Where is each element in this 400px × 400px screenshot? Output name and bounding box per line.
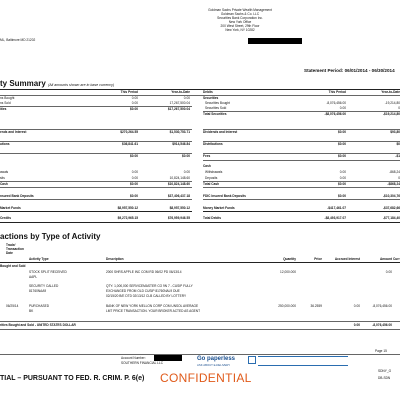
row-type: PURCHASED bbox=[29, 304, 50, 308]
gopaperless-logo bbox=[197, 356, 235, 363]
right-row-ytd: -868,24 bbox=[389, 170, 400, 174]
divider bbox=[203, 211, 400, 212]
right-row-label: Money Market Funds bbox=[203, 206, 235, 210]
left-row-ytd: 0.00 bbox=[183, 170, 190, 174]
left-row-ytd: $10,824,148.60 bbox=[167, 182, 190, 186]
left-row-tp: $0.00 bbox=[130, 194, 138, 198]
left-row-label: awals bbox=[0, 170, 9, 174]
left-row-label: Cash bbox=[0, 182, 8, 186]
award-badge bbox=[248, 356, 256, 364]
gopaperless-text: Go paperless bbox=[197, 356, 236, 362]
left-row-tp: $270,264.55 bbox=[120, 130, 138, 134]
summary-title-text: ty Summary bbox=[0, 79, 46, 88]
left-row-tp: $8,957,550.12 bbox=[117, 206, 138, 210]
left-col-ytd: Year-to-Date bbox=[171, 90, 190, 94]
right-row-tp: $0.00 bbox=[338, 154, 346, 158]
left-row-label: ns Sold bbox=[0, 101, 11, 105]
summary-title bbox=[0, 79, 114, 88]
row-desc-2: LMT PRICE TRANSACTION. YOUR BROKER ACTED AS AGENT bbox=[106, 309, 201, 313]
left-row-label: sits bbox=[0, 176, 5, 180]
firm-address-block bbox=[205, 8, 275, 32]
right-row-ytd: 0 bbox=[398, 106, 400, 110]
right-row-ytd: -19,214,80 bbox=[384, 101, 400, 105]
row-type: STOCK SPLIT RECEIVED bbox=[29, 270, 67, 274]
right-row-label: Securities Sold bbox=[205, 106, 227, 110]
row-type-sub: AAPL bbox=[29, 275, 38, 279]
right-row-label: Fees bbox=[203, 154, 211, 158]
row-amount: -8,076,456.00 bbox=[372, 304, 392, 308]
right-row-ytd: -$37,682,66 bbox=[382, 206, 400, 210]
col-accrued: Accrued Interest bbox=[334, 257, 360, 261]
col-date: Date bbox=[6, 251, 13, 255]
right-row-label: Deposits bbox=[205, 176, 218, 180]
right-row-tp: 0.00 bbox=[339, 170, 346, 174]
left-row-label: ends and Interest bbox=[0, 130, 27, 134]
left-row-label: ities bbox=[0, 107, 7, 111]
account-label: Account Number: bbox=[121, 356, 146, 360]
left-row-tp: 0.00 bbox=[131, 101, 138, 105]
row-desc: QTY: 1,000,000 SERVICEMASTER CO 9N 7 - CUSIP FULLY bbox=[106, 284, 193, 288]
right-row-tp: -$8,493,917.07 bbox=[324, 216, 346, 220]
gopaperless-sub: ASK ABOUT E-DELIVERY bbox=[197, 363, 231, 367]
activity-title: actions by Type of Activity bbox=[0, 232, 101, 241]
activity-total-label: rities Bought and Sold - UNITED STATES DOLLAR bbox=[0, 323, 76, 327]
right-row-tp: $0.00 bbox=[338, 142, 346, 146]
left-row-tp: $0.00 bbox=[130, 182, 138, 186]
right-row-tp: $0.00 bbox=[338, 194, 346, 198]
right-row-label: Withdrawals bbox=[205, 170, 223, 174]
left-row-tp: 0.00 bbox=[131, 170, 138, 174]
col-price: Price bbox=[314, 257, 322, 261]
left-row-tp: 0.00 bbox=[131, 176, 138, 180]
right-col-ytd: Year-to-Date bbox=[381, 90, 400, 94]
right-row-ytd: -$77,184,40 bbox=[382, 216, 400, 220]
left-row-tp: $9,272,965.15 bbox=[117, 216, 138, 220]
summary-title-note: (All amounts shown are in base currency) bbox=[48, 83, 115, 87]
right-row-tp: -$8,076,456.00 bbox=[324, 112, 346, 116]
right-row-label: Securities bbox=[203, 96, 219, 100]
group-label: Bought and Sold bbox=[0, 264, 26, 268]
left-row-ytd: $8,957,550.12 bbox=[169, 206, 190, 210]
left-row-ytd: $17,267,500.04 bbox=[167, 107, 190, 111]
row-type-sub: 81760NAA9 bbox=[29, 289, 47, 293]
page-number: Page 15 bbox=[375, 349, 387, 353]
entity-text: SOUTHERN FINANCIAL LLC bbox=[121, 361, 164, 365]
left-row-label: Credits bbox=[0, 216, 11, 220]
right-row-label: Total Cash bbox=[203, 182, 220, 186]
firm-line: Securities Bank Corporation Inc. bbox=[217, 16, 263, 20]
right-row-label: Dividends and Interest bbox=[203, 130, 238, 134]
right-row-tp: $0.00 bbox=[338, 130, 346, 134]
col-description: Description bbox=[106, 257, 124, 261]
row-desc-2: EXCHANGED FROM OLD CUSIP 81760NAL9 DUE bbox=[106, 289, 180, 293]
confidential-stamp: CONFIDENTIAL bbox=[160, 371, 252, 385]
row-accrued: 0.00 bbox=[353, 304, 360, 308]
right-row-ytd: -$10,304,76 bbox=[382, 194, 400, 198]
right-row-tp: 0.00 bbox=[339, 176, 346, 180]
left-row-label: utions bbox=[0, 142, 10, 146]
right-row-label: Distributions bbox=[203, 142, 223, 146]
right-row-tp: -$417,461.07 bbox=[327, 206, 346, 210]
row-price: 36.2559 bbox=[310, 304, 322, 308]
left-row-ytd: 17,267,500.04 bbox=[169, 101, 190, 105]
col-amount: Amount bbox=[379, 257, 392, 261]
redaction-box bbox=[248, 38, 302, 44]
right-row-label: Cash bbox=[203, 164, 211, 168]
col-activity-type: Activity Type bbox=[29, 257, 49, 261]
firm-line: 200 West Street, 29th Floor bbox=[220, 24, 260, 28]
award-badge-text bbox=[258, 356, 348, 366]
sdny-stamp: SDNY_G bbox=[378, 369, 392, 373]
left-row-ytd: $914,546.84 bbox=[172, 142, 190, 146]
activity-total-accrued: 0.00 bbox=[353, 323, 360, 327]
activity-total-amount: -8,076,456.00 bbox=[372, 323, 392, 327]
row-date: 06/25/14 bbox=[6, 304, 19, 308]
right-row-tp: 0.00 bbox=[339, 106, 346, 110]
row-qty: 12,000.000 bbox=[280, 270, 296, 274]
bates-number: DB-SDN bbox=[378, 376, 391, 380]
left-row-label: ns Bought bbox=[0, 96, 15, 100]
left-row-ytd: $0.00 bbox=[182, 154, 190, 158]
row-qty: 250,000.000 bbox=[278, 304, 296, 308]
left-row-tp: $36,841.61 bbox=[122, 142, 138, 146]
summary-rule-bottom bbox=[0, 222, 400, 223]
legal-notice: TIAL – PURSUANT TO FED. R. CRIM. P. 6(e) bbox=[0, 375, 145, 382]
left-row-tp: $0.00 bbox=[130, 154, 138, 158]
left-row-ytd: 0.00 bbox=[183, 96, 190, 100]
col-trade: Trade/ bbox=[6, 243, 16, 247]
right-row-ytd: -$1 bbox=[395, 154, 400, 158]
right-row-tp: $0.00 bbox=[338, 182, 346, 186]
right-row-ytd: 0 bbox=[398, 176, 400, 180]
statement-period: Statement Period: 06/01/2014 - 06/30/2014 bbox=[304, 68, 395, 73]
firm-line: New York, NY 10282 bbox=[225, 28, 255, 32]
right-row-ytd: $0 bbox=[396, 142, 400, 146]
left-row-ytd: $37,406,437.18 bbox=[167, 194, 190, 198]
left-row-label: Market Funds bbox=[0, 206, 21, 210]
firm-line: Goldman Sachs & Co. LLC bbox=[220, 12, 260, 16]
col-quantity: Quantity bbox=[283, 257, 296, 261]
left-row-tp: 0.00 bbox=[131, 96, 138, 100]
left-row-ytd: 10,824,148.60 bbox=[169, 176, 190, 180]
firm-line: Goldman Sachs Private Wealth Management bbox=[208, 8, 272, 12]
left-row-ytd: $1,530,753.71 bbox=[169, 130, 190, 134]
right-row-label: Total Debits bbox=[203, 216, 222, 220]
right-col-header: Debits bbox=[203, 90, 213, 94]
row-type-sub: BK bbox=[29, 309, 34, 313]
client-address: ML, Baltimore MD 21202 bbox=[0, 38, 36, 42]
divider bbox=[0, 211, 192, 212]
row-desc-3: 02/15/20 B/E DTD 02/13/12 CLB CALLED BY LOTTERY bbox=[106, 294, 187, 298]
left-row-tp: $0.00 bbox=[130, 107, 138, 111]
left-row-label: nsured Bank Deposits bbox=[0, 194, 34, 198]
right-row-label: Total Securities bbox=[203, 112, 227, 116]
right-col-this-period: This Period bbox=[328, 90, 346, 94]
left-row-ytd: $76,959,946.55 bbox=[167, 216, 190, 220]
right-row-label: Securities Bought bbox=[205, 101, 230, 105]
right-row-label: FDIC Insured Bank Deposits bbox=[203, 194, 246, 198]
row-type: SECURITY CALLED bbox=[29, 284, 59, 288]
right-row-ytd: $93,80 bbox=[390, 130, 400, 134]
row-desc: BANK OF NEW YORK MELLON CORP COM UNSOL AVERAGE bbox=[106, 304, 199, 308]
right-row-ytd: -$19,214,80 bbox=[382, 112, 400, 116]
activity-header-rule bbox=[0, 262, 400, 263]
row-desc: 2000 SHRS APPLE INC COM RD 06/02 PD 06/13/14 bbox=[106, 270, 182, 274]
right-row-tp: -8,076,456.00 bbox=[326, 101, 346, 105]
col-curr: Curr bbox=[393, 257, 400, 261]
firm-line: New York Office bbox=[228, 20, 252, 24]
left-col-this-period: This Period bbox=[120, 90, 138, 94]
col-transaction: Transaction bbox=[6, 247, 24, 251]
right-row-ytd: -$868,24 bbox=[387, 182, 400, 186]
row-amount: 0.00 bbox=[385, 270, 392, 274]
